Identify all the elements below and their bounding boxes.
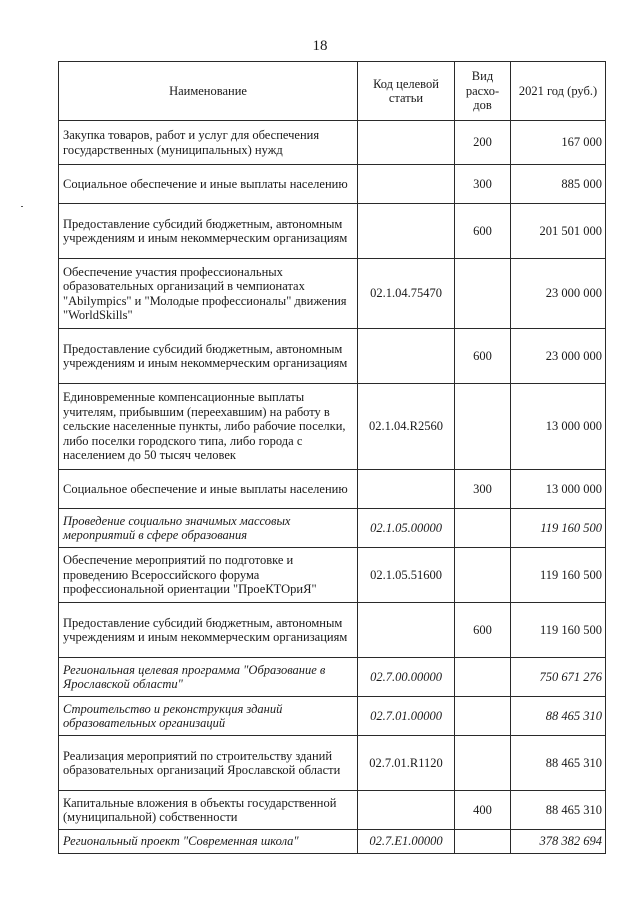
row-expense-type: 300 xyxy=(455,165,511,204)
row-amount: 23 000 000 xyxy=(511,259,606,329)
row-expense-type: 300 xyxy=(455,470,511,509)
table-row xyxy=(59,165,606,204)
row-name: Предоставление субсидий бюджетным, автономным учреждениям и иным некоммерческим организациям xyxy=(59,204,358,259)
row-expense-type xyxy=(455,384,511,470)
row-name: Обеспечение участия профессиональных образовательных организаций в чемпионатах "Abilympics" и "Молодые профессионалы" движения "WorldSkills" xyxy=(59,259,358,329)
row-amount: 23 000 000 xyxy=(511,329,606,384)
row-name: Единовременные компенсационные выплаты учителям, прибывшим (переехавшим) на работу в сельские населенные пункты, либо рабочие поселки, либо поселки городского типа, либо города с населением до 50 тысяч человек xyxy=(59,384,358,470)
row-amount: 13 000 000 xyxy=(511,470,606,509)
budget-table xyxy=(58,61,606,854)
page-number: 18 xyxy=(312,38,328,54)
row-expense-type: 600 xyxy=(455,603,511,658)
row-amount: 750 671 276 xyxy=(511,658,606,697)
table-header-row xyxy=(59,62,606,121)
row-code: 02.1.05.51600 xyxy=(358,548,455,603)
row-expense-type xyxy=(455,509,511,548)
row-code: 02.7.00.00000 xyxy=(358,658,455,697)
row-name: Предоставление субсидий бюджетным, автономным учреждениям и иным некоммерческим организациям xyxy=(59,329,358,384)
row-code xyxy=(358,329,455,384)
row-name: Реализация мероприятий по строительству зданий образовательных организаций Ярославской области xyxy=(59,736,358,791)
row-expense-type xyxy=(455,658,511,697)
row-name: Закупка товаров, работ и услуг для обеспечения государственных (муниципальных) нужд xyxy=(59,121,358,165)
row-expense-type xyxy=(455,830,511,854)
row-amount: 119 160 500 xyxy=(511,509,606,548)
row-expense-type xyxy=(455,697,511,736)
row-amount: 88 465 310 xyxy=(511,736,606,791)
scan-speck xyxy=(21,206,23,207)
header-code: Код целевой статьи xyxy=(358,62,455,121)
row-code xyxy=(358,121,455,165)
row-name: Региональная целевая программа "Образование в Ярославской области" xyxy=(59,658,358,697)
table-row xyxy=(59,121,606,165)
row-code xyxy=(358,603,455,658)
row-name: Капитальные вложения в объекты государственной (муниципальной) собственности xyxy=(59,791,358,830)
row-amount: 167 000 xyxy=(511,121,606,165)
row-code: 02.7.E1.00000 xyxy=(358,830,455,854)
table-row xyxy=(59,204,606,259)
table-row xyxy=(59,603,606,658)
row-amount: 88 465 310 xyxy=(511,791,606,830)
row-name: Региональный проект "Современная школа" xyxy=(59,830,358,854)
row-amount: 378 382 694 xyxy=(511,830,606,854)
row-code: 02.1.05.00000 xyxy=(358,509,455,548)
row-code: 02.1.04.75470 xyxy=(358,259,455,329)
table-row xyxy=(59,830,606,854)
row-name: Обеспечение мероприятий по подготовке и проведению Всероссийского форума профессиональной ориентации "ПроеКТОриЯ" xyxy=(59,548,358,603)
row-amount: 201 501 000 xyxy=(511,204,606,259)
row-code: 02.7.01.R1120 xyxy=(358,736,455,791)
table-row xyxy=(59,470,606,509)
table-row xyxy=(59,329,606,384)
row-expense-type: 600 xyxy=(455,204,511,259)
row-code: 02.7.01.00000 xyxy=(358,697,455,736)
header-expense-type: Вид расхо-дов xyxy=(455,62,511,121)
row-amount: 885 000 xyxy=(511,165,606,204)
table-row xyxy=(59,791,606,830)
header-amount: 2021 год (руб.) xyxy=(511,62,606,121)
row-code: 02.1.04.R2560 xyxy=(358,384,455,470)
row-name: Предоставление субсидий бюджетным, автономным учреждениям и иным некоммерческим организациям xyxy=(59,603,358,658)
row-expense-type: 400 xyxy=(455,791,511,830)
row-name: Проведение социально значимых массовых мероприятий в сфере образования xyxy=(59,509,358,548)
row-amount: 88 465 310 xyxy=(511,697,606,736)
row-amount: 119 160 500 xyxy=(511,603,606,658)
row-code xyxy=(358,470,455,509)
row-expense-type xyxy=(455,259,511,329)
row-code xyxy=(358,791,455,830)
row-amount: 13 000 000 xyxy=(511,384,606,470)
table-row xyxy=(59,658,606,697)
table-row xyxy=(59,736,606,791)
table-row xyxy=(59,697,606,736)
row-name: Строительство и реконструкция зданий образовательных организаций xyxy=(59,697,358,736)
table-row xyxy=(59,259,606,329)
header-name: Наименование xyxy=(59,62,358,121)
table-row xyxy=(59,384,606,470)
row-expense-type: 200 xyxy=(455,121,511,165)
row-expense-type xyxy=(455,736,511,791)
row-code xyxy=(358,204,455,259)
table-row xyxy=(59,509,606,548)
row-expense-type xyxy=(455,548,511,603)
row-name: Социальное обеспечение и иные выплаты населению xyxy=(59,470,358,509)
row-expense-type: 600 xyxy=(455,329,511,384)
row-name: Социальное обеспечение и иные выплаты населению xyxy=(59,165,358,204)
row-code xyxy=(358,165,455,204)
table-row xyxy=(59,548,606,603)
row-amount: 119 160 500 xyxy=(511,548,606,603)
